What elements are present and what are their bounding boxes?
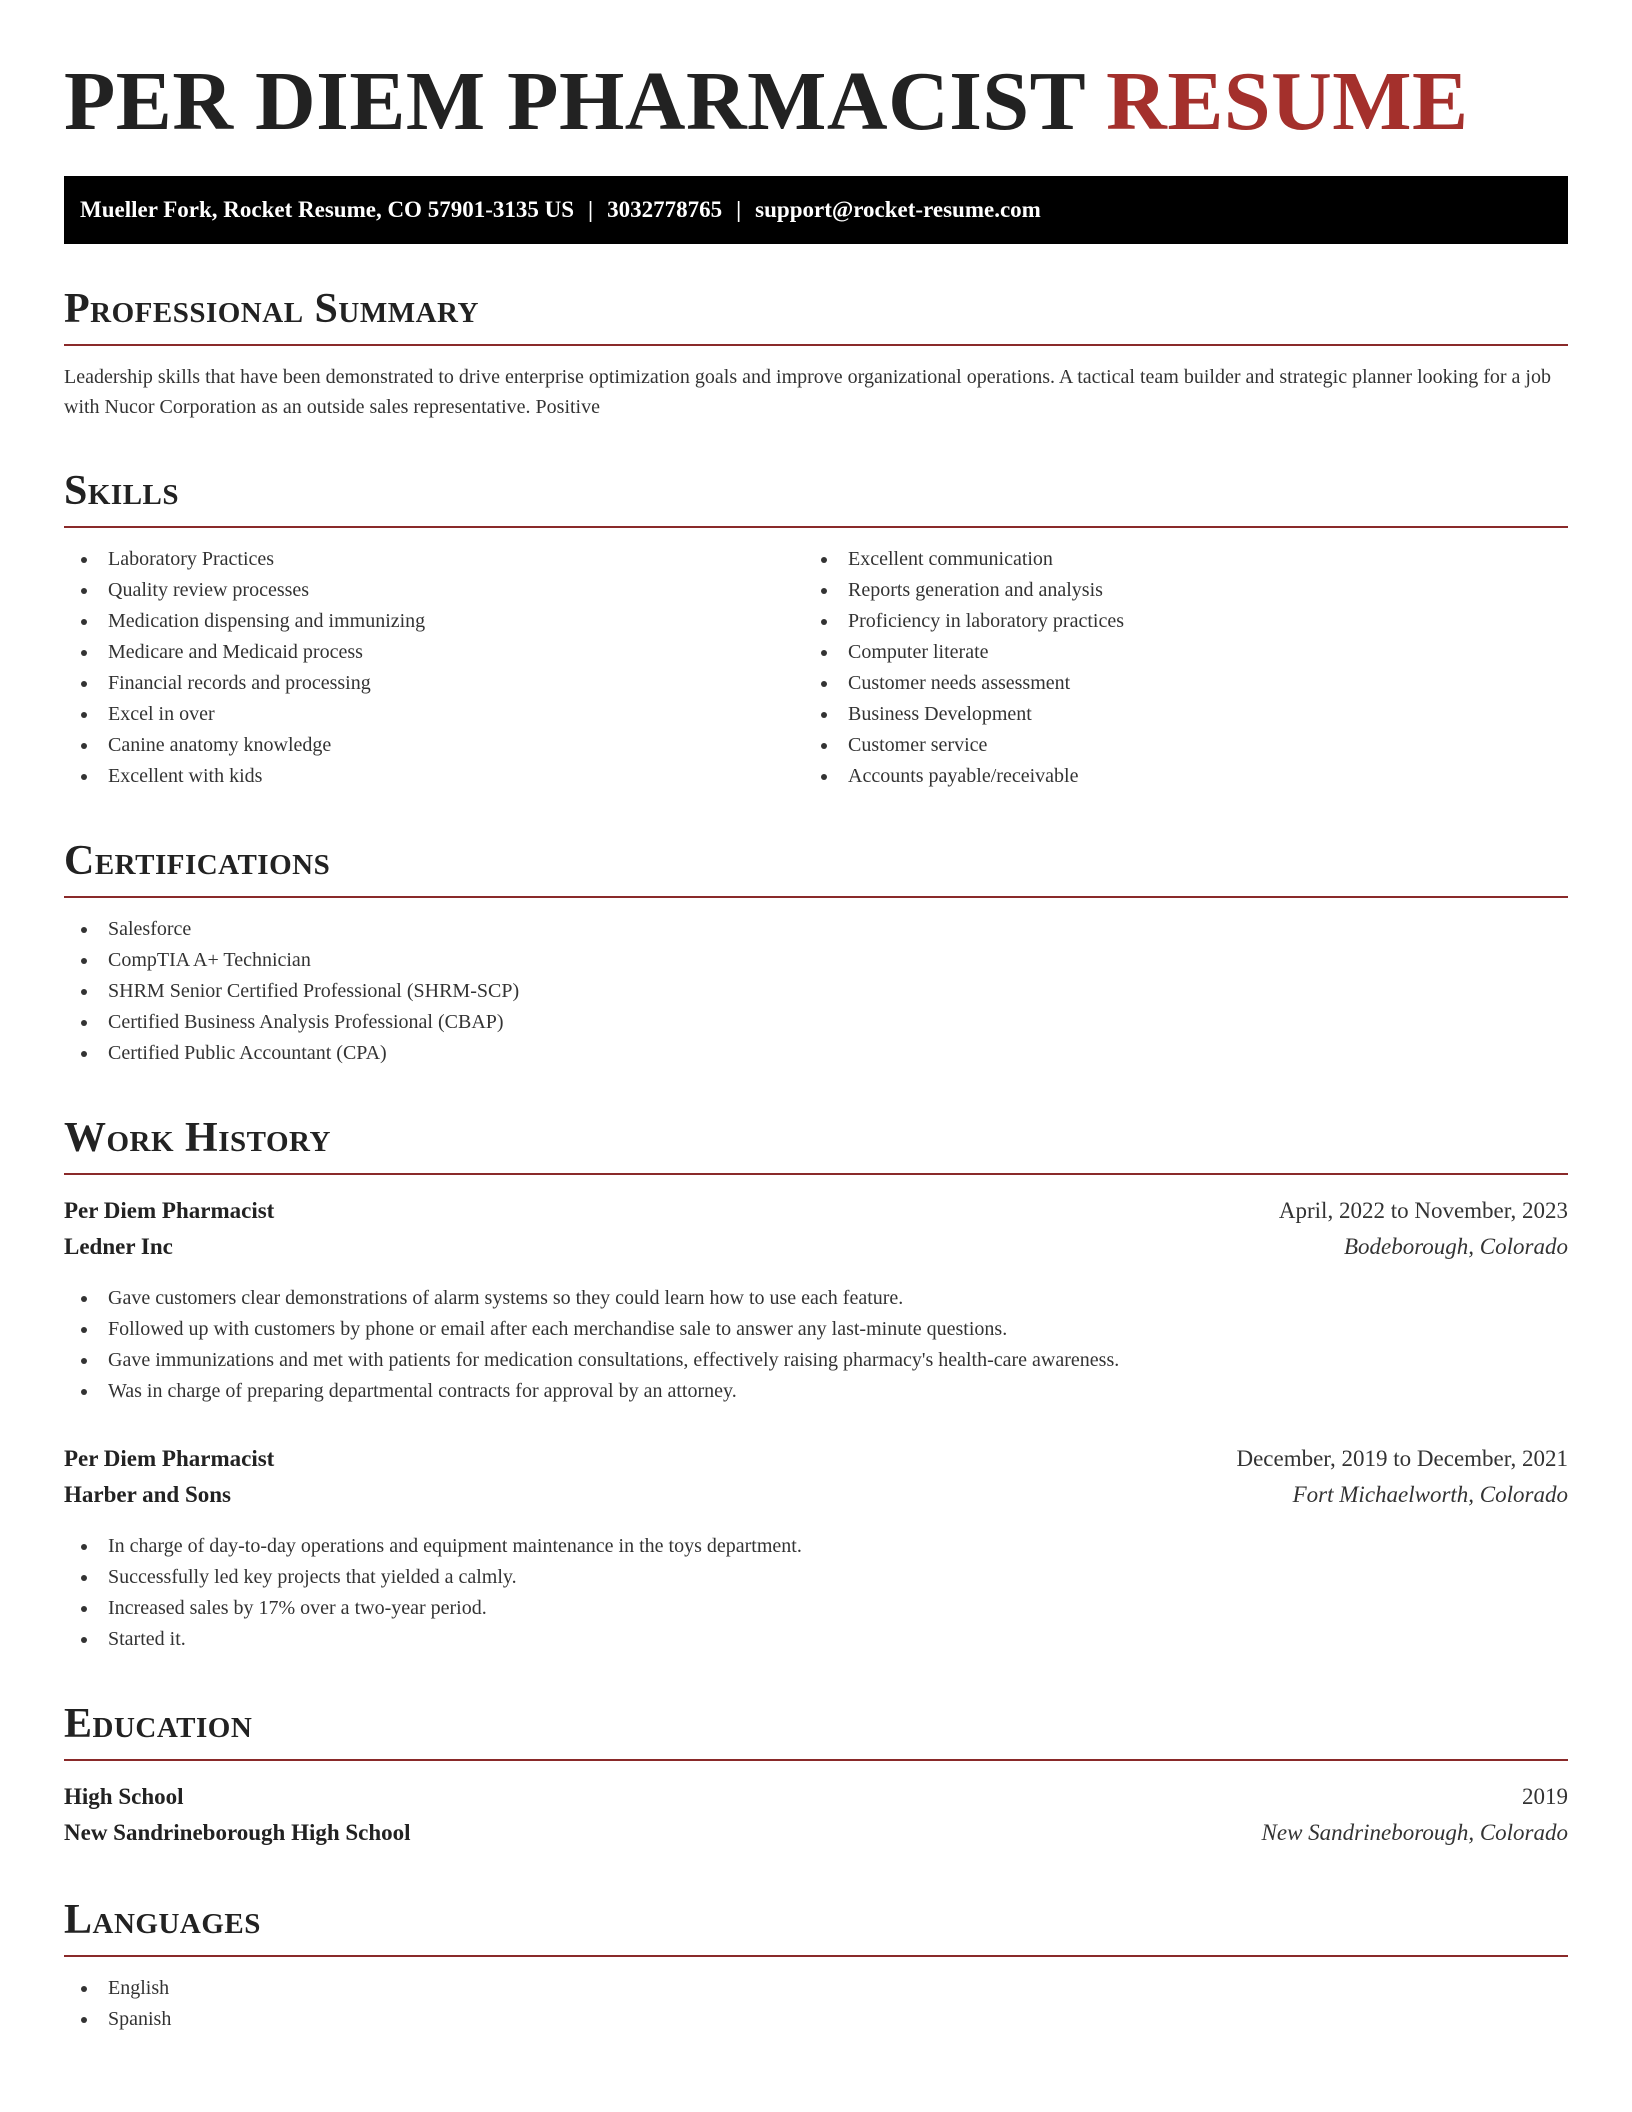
job-company: Harber and Sons [64,1482,232,1507]
education-degree: High School [64,1784,184,1809]
title-accent: RESUME [1106,55,1469,148]
section-divider [64,1759,1568,1761]
skills-list-left [64,544,804,792]
section-title-certifications: Certifications [64,838,331,884]
certification-item: Salesforce [64,914,1568,945]
resume-page [64,0,1568,2035]
skill-item: Business Development [804,699,1544,730]
certifications-section [64,836,1568,1069]
education-subheader [64,1815,1568,1851]
skill-item: Canine anatomy knowledge [64,730,804,761]
title-main: PER DIEM PHARMACIST [64,55,1085,148]
job-role: Per Diem Pharmacist [64,1198,275,1223]
job-bullet: Successfully led key projects that yielded a calmly. [64,1562,1568,1593]
contact-separator: | [588,197,594,222]
job-location: Bodeborough, Colorado [1343,1234,1568,1259]
contact-phone: 3032778765 [607,197,723,222]
certification-item: Certified Public Accountant (CPA) [64,1038,1568,1069]
job-bullet: Gave immunizations and met with patients for medication consultations, effectively raising pharmacy's health-care awareness. [64,1345,1568,1376]
job-header [64,1441,1568,1477]
language-item: Spanish [64,2004,1568,2035]
certification-item: SHRM Senior Certified Professional (SHRM-SCP) [64,976,1568,1007]
job-role: Per Diem Pharmacist [64,1446,275,1471]
section-divider [64,896,1568,898]
resume-title [64,0,1568,152]
skill-item: Excel in over [64,699,804,730]
job-bullet: Started it. [64,1624,1568,1655]
job-dates: April, 2022 to November, 2023 [1278,1198,1568,1223]
job-bullet: Gave customers clear demonstrations of alarm systems so they could learn how to use each feature. [64,1283,1568,1314]
skill-item: Medicare and Medicaid process [64,637,804,668]
skill-item: Customer needs assessment [804,668,1544,699]
job-bullet: Increased sales by 17% over a two-year period. [64,1593,1568,1624]
skills-grid [64,528,1568,792]
skill-item: Financial records and processing [64,668,804,699]
section-title-languages: Languages [64,1897,261,1943]
job-subheader [64,1229,1568,1265]
summary-text: Leadership skills that have been demonstrated to drive enterprise optimization goals and improve organizational operations. A tactical team builder and strategic planner looking for a job with Nucor Corporation as an outside sales representative. Positive [64,366,1551,418]
education-section [64,1699,1568,1851]
skills-section [64,466,1568,792]
job-bullets [64,1531,1568,1655]
skills-list-right [804,544,1544,792]
languages-section [64,1895,1568,2035]
certification-item: CompTIA A+ Technician [64,945,1568,976]
skill-item: Reports generation and analysis [804,575,1544,606]
skill-item: Accounts payable/receivable [804,761,1544,792]
job-header [64,1193,1568,1229]
contact-bar [64,176,1568,244]
job-subheader [64,1477,1568,1513]
section-title-work-history: Work History [64,1115,331,1161]
job-bullet: Followed up with customers by phone or email after each merchandise sale to answer any last-minute questions. [64,1314,1568,1345]
skill-item: Laboratory Practices [64,544,804,575]
section-title-summary: Professional Summary [64,286,479,332]
skill-item: Computer literate [804,637,1544,668]
skill-item: Excellent with kids [64,761,804,792]
certifications-list [64,914,1568,1069]
work-history-section [64,1113,1568,1655]
skill-item: Quality review processes [64,575,804,606]
skill-item: Medication dispensing and immunizing [64,606,804,637]
job-bullet: Was in charge of preparing departmental contracts for approval by an attorney. [64,1376,1568,1407]
language-item: English [64,1973,1568,2004]
education-location: New Sandrineborough, Colorado [1261,1820,1568,1845]
job-bullets [64,1283,1568,1407]
skill-item: Excellent communication [804,544,1544,575]
section-title-skills: Skills [64,468,180,514]
languages-list [64,1973,1568,2035]
education-year: 2019 [1522,1784,1568,1809]
job-bullet: In charge of day-to-day operations and equipment maintenance in the toys department. [64,1531,1568,1562]
section-divider [64,344,1568,346]
job-location: Fort Michaelworth, Colorado [1292,1482,1568,1507]
education-school: New Sandrineborough High School [64,1820,411,1845]
contact-email: support@rocket-resume.com [755,197,1041,222]
job-company: Ledner Inc [64,1234,173,1259]
section-divider [64,1955,1568,1957]
skill-item: Proficiency in laboratory practices [804,606,1544,637]
job-dates: December, 2019 to December, 2021 [1236,1446,1568,1471]
contact-separator: | [736,197,742,222]
job-entry [64,1193,1568,1407]
contact-address: Mueller Fork, Rocket Resume, CO 57901-3135 US [80,197,575,222]
section-divider [64,1173,1568,1175]
certification-item: Certified Business Analysis Professional (CBAP) [64,1007,1568,1038]
skill-item: Customer service [804,730,1544,761]
summary-section [64,284,1568,422]
education-header [64,1779,1568,1815]
education-entry [64,1779,1568,1851]
section-title-education: Education [64,1701,253,1747]
job-entry [64,1441,1568,1655]
